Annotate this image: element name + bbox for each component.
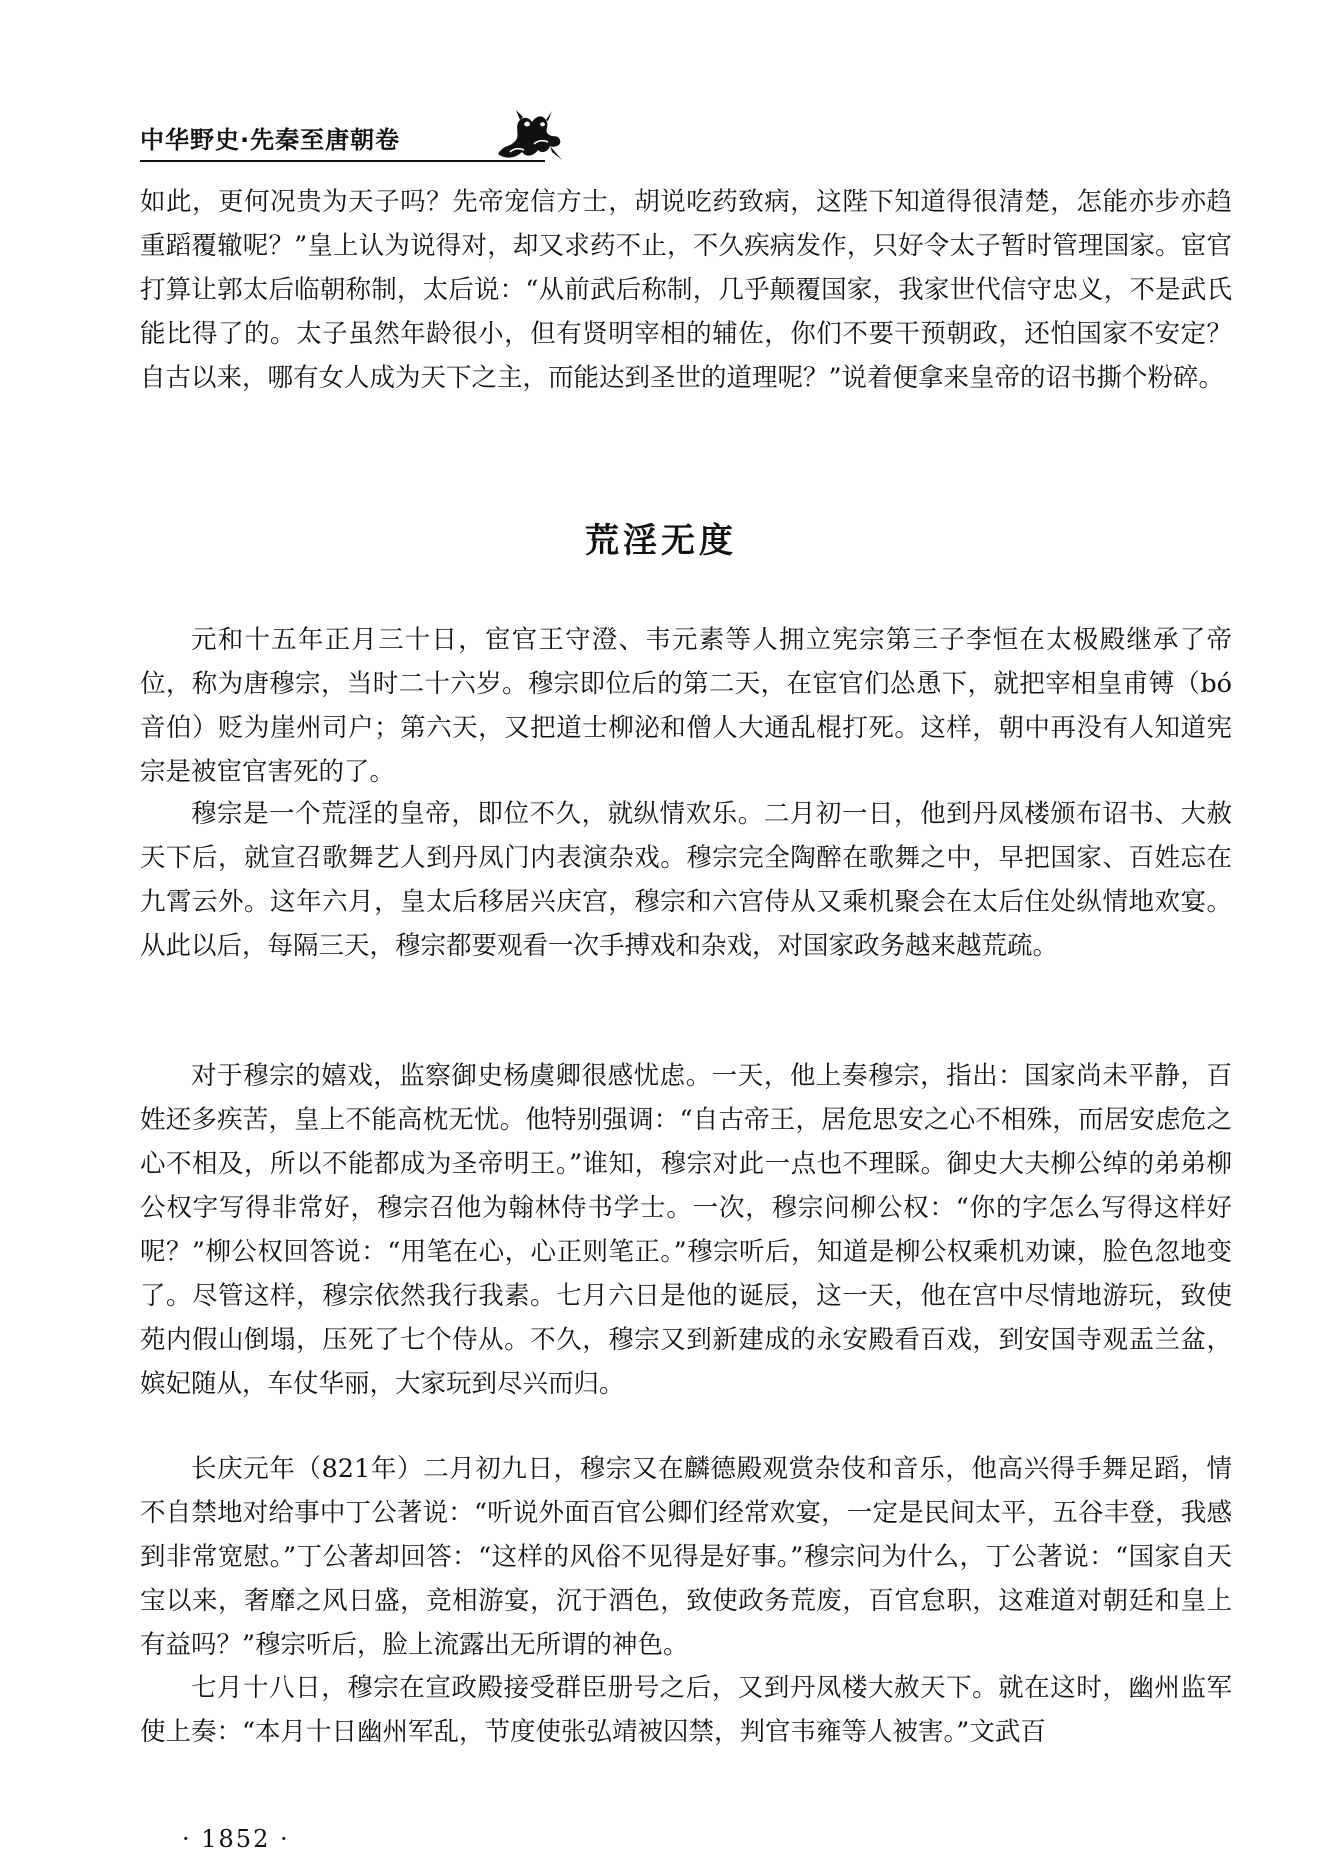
paragraph-2: 穆宗是一个荒淫的皇帝，即位不久，就纵情欢乐。二月初一日，他到丹凤楼颁布诏书、大赦天下后，就宣召歌舞艺人到丹凤门内表演杂戏。穆宗完全陶醉在歌舞之中，早把国家、百姓忘在九霄云外。这年六月，皇太后移居兴庆宫，穆宗和六宫侍从又乘机聚会在太后住处纵情地欢宴。从此以后，每隔三天，穆宗都要观看一次手搏戏和杂戏，对国家政务越来越荒疏。	[140, 799, 1232, 961]
paragraph-5: 七月十八日，穆宗在宣政殿接受群臣册号之后，又到丹凤楼大赦天下。就在这时，幽州监军使上奏：“本月十日幽州军乱，节度使张弘靖被囚禁，判官韦雍等人被害。”文武百	[140, 1673, 1232, 1747]
paragraph-4: 长庆元年（821年）二月初九日，穆宗又在麟德殿观赏杂伎和音乐，他高兴得手舞足蹈，情不自禁地对给事中丁公著说：“听说外面百官公卿们经常欢宴，一定是民间太平，五谷丰登，我感到非常宽慰。”丁公著却回答：“这样的风俗不见得是好事。”穆宗问为什么，丁公著说：“国家自天宝以来，奢靡之风日盛，竞相游宴，沉于酒色，致使政务荒废，百官怠职，这难道对朝廷和皇上有益吗？”穆宗听后，脸上流露出无所谓的神色。	[140, 1454, 1232, 1660]
paragraph-continued: 如此，更何况贵为天子吗？先帝宠信方士，胡说吃药致病，这陛下知道得很清楚，怎能亦步亦趋重蹈覆辙呢？”皇上认为说得对，却又求药不止，不久疾病发作，只好令太子暂时管理国家。宦官打算让郭太后临朝称制，太后说：“从前武后称制，几乎颠覆国家，我家世代信守忠义，不是武氏能比得了的。太子虽然年龄很小，但有贤明宰相的辅佐，你们不要干预朝政，还怕国家不安定？自古以来，哪有女人成为天下之主，而能达到圣世的道理呢？”说着便拿来皇帝的诏书撕个粉碎。	[140, 187, 1232, 393]
header-divider	[140, 160, 545, 162]
paragraph-1: 元和十五年正月三十日，宦官王守澄、韦元素等人拥立宪宗第三子李恒在太极殿继承了帝位，称为唐穆宗，当时二十六岁。穆宗即位后的第二天，在宦官们怂恿下，就把宰相皇甫镈（bó音伯）贬为崖州司户；第六天，又把道士柳泌和僧人大通乱棍打死。这样，朝中再没有人知道宪宗是被宦官害死的了。	[140, 625, 1232, 787]
section-title: 荒淫无度	[585, 521, 737, 561]
running-title: 中华野史·先秦至唐朝卷	[140, 126, 401, 154]
paragraph-3: 对于穆宗的嬉戏，监察御史杨虞卿很感忧虑。一天，他上奏穆宗，指出：国家尚未平静，百姓还多疾苦，皇上不能高枕无忧。他特别强调：“自古帝王，居危思安之心不相殊，而居安虑危之心不相及，所以不能都成为圣帝明王。”谁知，穆宗对此一点也不理睬。御史大夫柳公绰的弟弟柳公权字写得非常好，穆宗召他为翰林侍书学士。一次，穆宗问柳公权：“你的字怎么写得这样好呢？”柳公权回答说：“用笔在心，心正则笔正。”穆宗听后，知道是柳公权乘机劝谏，脸色忽地变了。尽管这样，穆宗依然我行我素。七月六日是他的诞辰，这一天，他在宫中尽情地游玩，致使苑内假山倒塌，压死了七个侍从。不久，穆宗又到新建成的永安殿看百戏，到安国寺观盂兰盆，嫔妃随从，车仗华丽，大家玩到尽兴而归。	[140, 1061, 1232, 1399]
running-header	[140, 110, 570, 170]
dragon-emblem-icon	[490, 104, 568, 168]
page-number: · 1852 ·	[182, 1825, 290, 1853]
